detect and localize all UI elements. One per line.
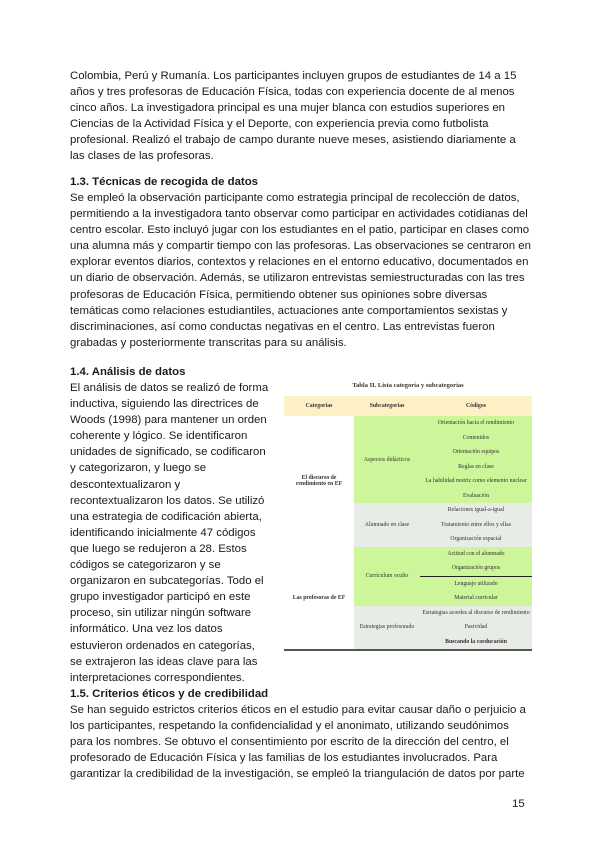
category-cell: El discurso de rendimiento en EF	[284, 416, 354, 547]
section-heading-1-4: 1.4. Análisis de datos	[70, 366, 186, 378]
intro-paragraph: Colombia, Perú y Rumanía. Los participantes incluyen grupos de estudiantes de 14 a 15 años y tres profesoras de Educación Física, todas con experiencia docente de al menos cinco años. La investigadora principal es una mujer blanca con estudios superiores en Ciencias de la Actividad Física y el Deporte, con experiencia previa como futbolista profesional. Realizó el trabajo de campo durante nueve meses, asistiendo diariamente a las clases de las profesoras.	[70, 70, 517, 163]
subcategory-cell: Alumnado en clase	[354, 503, 420, 547]
code-cell: La habilidad motriz como elemento nuclear	[420, 474, 532, 489]
code-cell: Orientación equipos	[420, 445, 532, 460]
header-categorias: Categorías	[284, 396, 354, 416]
subcategory-cell: Currículum oculto	[354, 547, 420, 606]
section-heading-1-3: 1.3. Técnicas de recogida de datos	[70, 176, 259, 188]
code-cell: Organización espacial	[420, 532, 532, 547]
code-cell: Actitud con el alumnado	[420, 547, 532, 562]
table-header-row	[284, 396, 532, 416]
code-cell: Estrategias acordes al discurso de rendimiento	[420, 606, 532, 621]
code-cell: Orientación hacia el rendimiento	[420, 416, 532, 431]
table-row	[284, 416, 532, 431]
categories-table	[284, 380, 532, 651]
table-bottom-rule	[284, 649, 532, 651]
subcategory-cell: Estrategias profesorado	[354, 606, 420, 650]
header-subcategorias: Subcategorías	[354, 396, 420, 416]
subcategory-cell: Aspectos didácticos	[354, 416, 420, 503]
table-row	[284, 547, 532, 562]
code-cell: Material curricular	[420, 591, 532, 606]
code-cell: Reglas en clase	[420, 460, 532, 475]
section-body-1-3: Se empleó la observación participante como estrategia principal de recolección de datos, permitiendo a la investigadora tanto observar como participar en actividades cotidianas del centro escolar. Esto incluyó jugar con los estudiantes en el patio, participar en clases como una alumna más y compartir tiempo con las profesoras. Las observaciones se centraron en explorar eventos diarios, contextos y relaciones en el entorno educativo, documentados en un diario de observación. Además, se utilizaron entrevistas semiestructuradas con las tres profesoras de Educación Física, permitiendo obtener sus opiniones sobre diversas temáticas como relaciones estudiantiles, actuaciones ante comportamientos sexistas y discriminaciones, así como conductas negativas en el centro. Las entrevistas fueron grabadas y posteriormente transcritas para su análisis.	[70, 192, 531, 349]
code-cell: Tratamiento entre ellos y ellas	[420, 518, 532, 533]
code-cell: Buscando la coeducación	[420, 635, 532, 650]
code-cell: Contenidos	[420, 431, 532, 446]
table-caption: Tabla II. Lista categoría y subcategorías	[352, 382, 464, 389]
code-cell: Lenguaje utilizado	[420, 576, 532, 591]
header-codigos: Códigos	[420, 396, 532, 416]
code-cell: Organización grupos	[420, 561, 532, 576]
page-number: 15	[512, 798, 525, 810]
code-cell: Evaluación	[420, 489, 532, 504]
code-cell: Relaciones igual-a-igual	[420, 503, 532, 518]
section-body-1-5: Se han seguido estrictos criterios éticos en el estudio para evitar causar daño o perjuicio a los participantes, respetando la confidencialidad y el anonimato, utilizando seudónimos para los nombres. Se obtuvo el consentimiento por escrito de la dirección del centro, el profesorado de Educación Física y las familias de los estudiantes involucrados. Para garantizar la credibilidad de la investigación, se empleó la triangulación de datos por parte	[70, 704, 526, 781]
category-cell: Las profesoras de EF	[284, 547, 354, 650]
code-cell: Pasividad	[420, 620, 532, 635]
section-heading-1-5: 1.5. Criterios éticos y de credibilidad	[70, 688, 269, 700]
section-body-1-4: El análisis de datos se realizó de forma inductiva, siguiendo las directrices de Woods (1998) para mantener un orden coherente y lógico. Se identificaron unidades de significado, se codificaron y categorizaron, y luego se descontextualizaron y recontextualizaron los datos. Se utilizó una estrategia de codificación abierta, identificando inicialmente 47 códigos que luego se redujeron a 28. Estos códigos se categorizaron y se organizaron en subcategorías. Todo el grupo investigador participó en este proceso, sin utilizar ningún software informático. Una vez los datos estuvieron ordenados en categorías, se extrajeron las ideas clave para las interpretaciones correspondientes.	[70, 382, 269, 684]
